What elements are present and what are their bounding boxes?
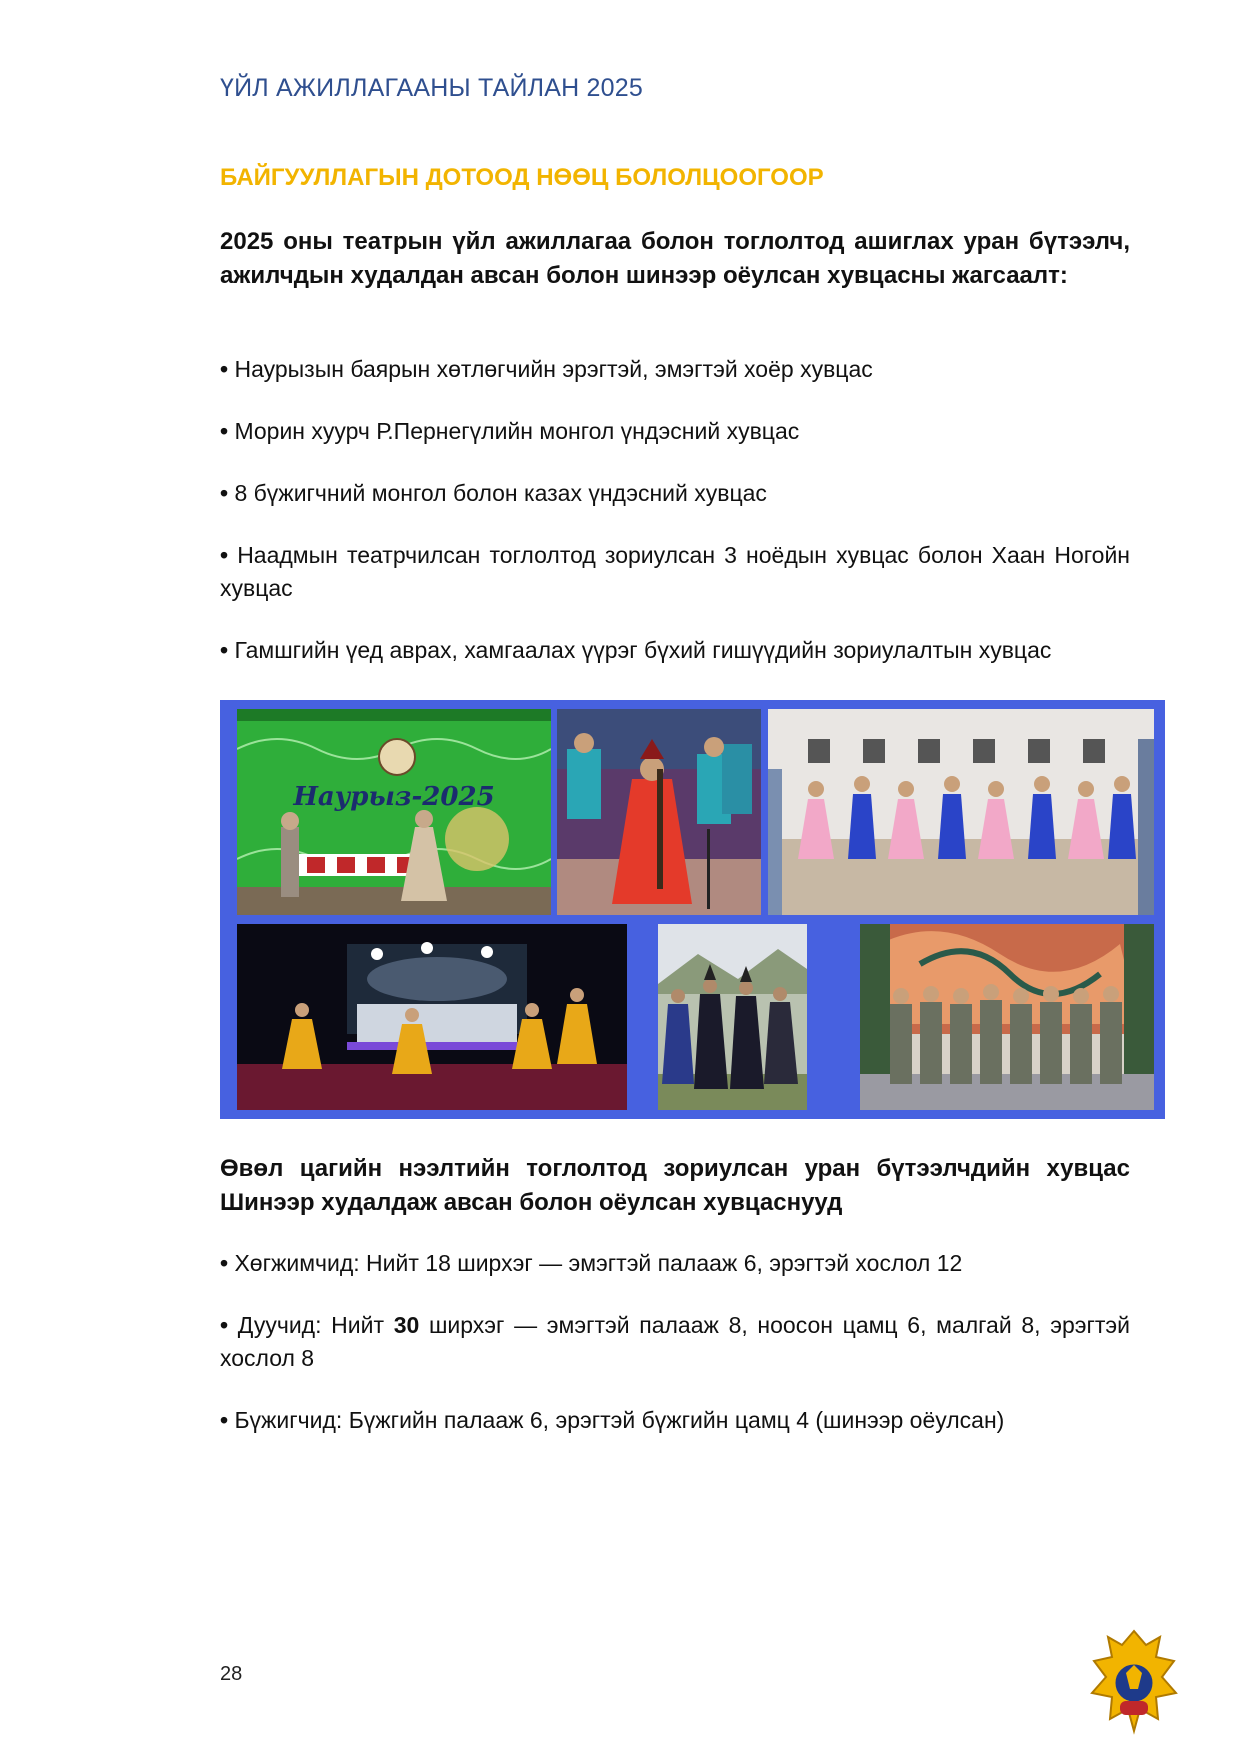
winter-costume-list [220, 1247, 1130, 1466]
naadam-nobles-costume-photo [658, 924, 807, 1110]
night-stage-dance-photo [237, 924, 627, 1110]
svg-text:Наурыз-2025: Наурыз-2025 [293, 782, 495, 812]
list-item: • Бүжигчид: Бүжгийн палааж 6, эрэгтэй бүжгийн цамц 4 (шинээр оёулсан) [220, 1407, 1005, 1433]
list-item: • Гамшгийн үед аврах, хамгаалах үүрэг бүхий гишүүдийн зориулалтын хувцас [220, 637, 1052, 663]
section-intro: 2025 оны театрын үйл ажиллагаа болон тоглолтод ашиглах уран бүтээлч, ажилчдын худалдан авсан болон шинээр оёулсан хувцасны жагсаалт: [220, 228, 1130, 289]
dancers-rehearsal-photo [768, 709, 1154, 915]
section-title: БАЙГУУЛЛАГЫН ДОТООД НӨӨЦ БОЛОЛЦООГООР [220, 164, 824, 191]
report-header-title: ҮЙЛ АЖИЛЛАГААНЫ ТАЙЛАН 2025 [220, 74, 643, 102]
list-item: • Наурызын баярын хөтлөгчийн эрэгтэй, эмэгтэй хоёр хувцас [220, 356, 873, 382]
list-item: • Наадмын театрчилсан тоглолтод зориулсан 3 ноёдын хувцас болон Хаан Ногойн хувцас [220, 542, 1130, 601]
list-item: • Хөгжимчид: Нийт 18 ширхэг — эмэгтэй палааж 6, эрэгтэй хослол 12 [220, 1250, 963, 1276]
theatre-emblem-icon [1090, 1627, 1178, 1735]
winter-costume-title: Өвөл цагийн нээлтийн тоглолтод зориулсан уран бүтээлчдийн хувцас Шинээр худалдаж авсан болон оёулсан хувцаснууд [220, 1155, 1130, 1216]
list-item: • 8 бүжигчний монгол болон казах үндэсний хувцас [220, 480, 767, 506]
list-item: • Дуучид: Нийт 30 ширхэг — эмэгтэй палааж 8, ноосон цамц 6, малгай 8, эрэгтэй хослол 8 [220, 1312, 1131, 1371]
nauryz-stage-photo [237, 709, 551, 915]
page-number: 28 [220, 1663, 243, 1685]
costume-list [220, 353, 1130, 696]
morin-khuur-performer-photo [557, 709, 761, 915]
list-item: • Морин хуурч Р.Пернегүлийн монгол үндэсний хувцас [220, 418, 800, 444]
photo-collage [220, 700, 1165, 1119]
rescue-team-uniform-photo [860, 924, 1154, 1110]
